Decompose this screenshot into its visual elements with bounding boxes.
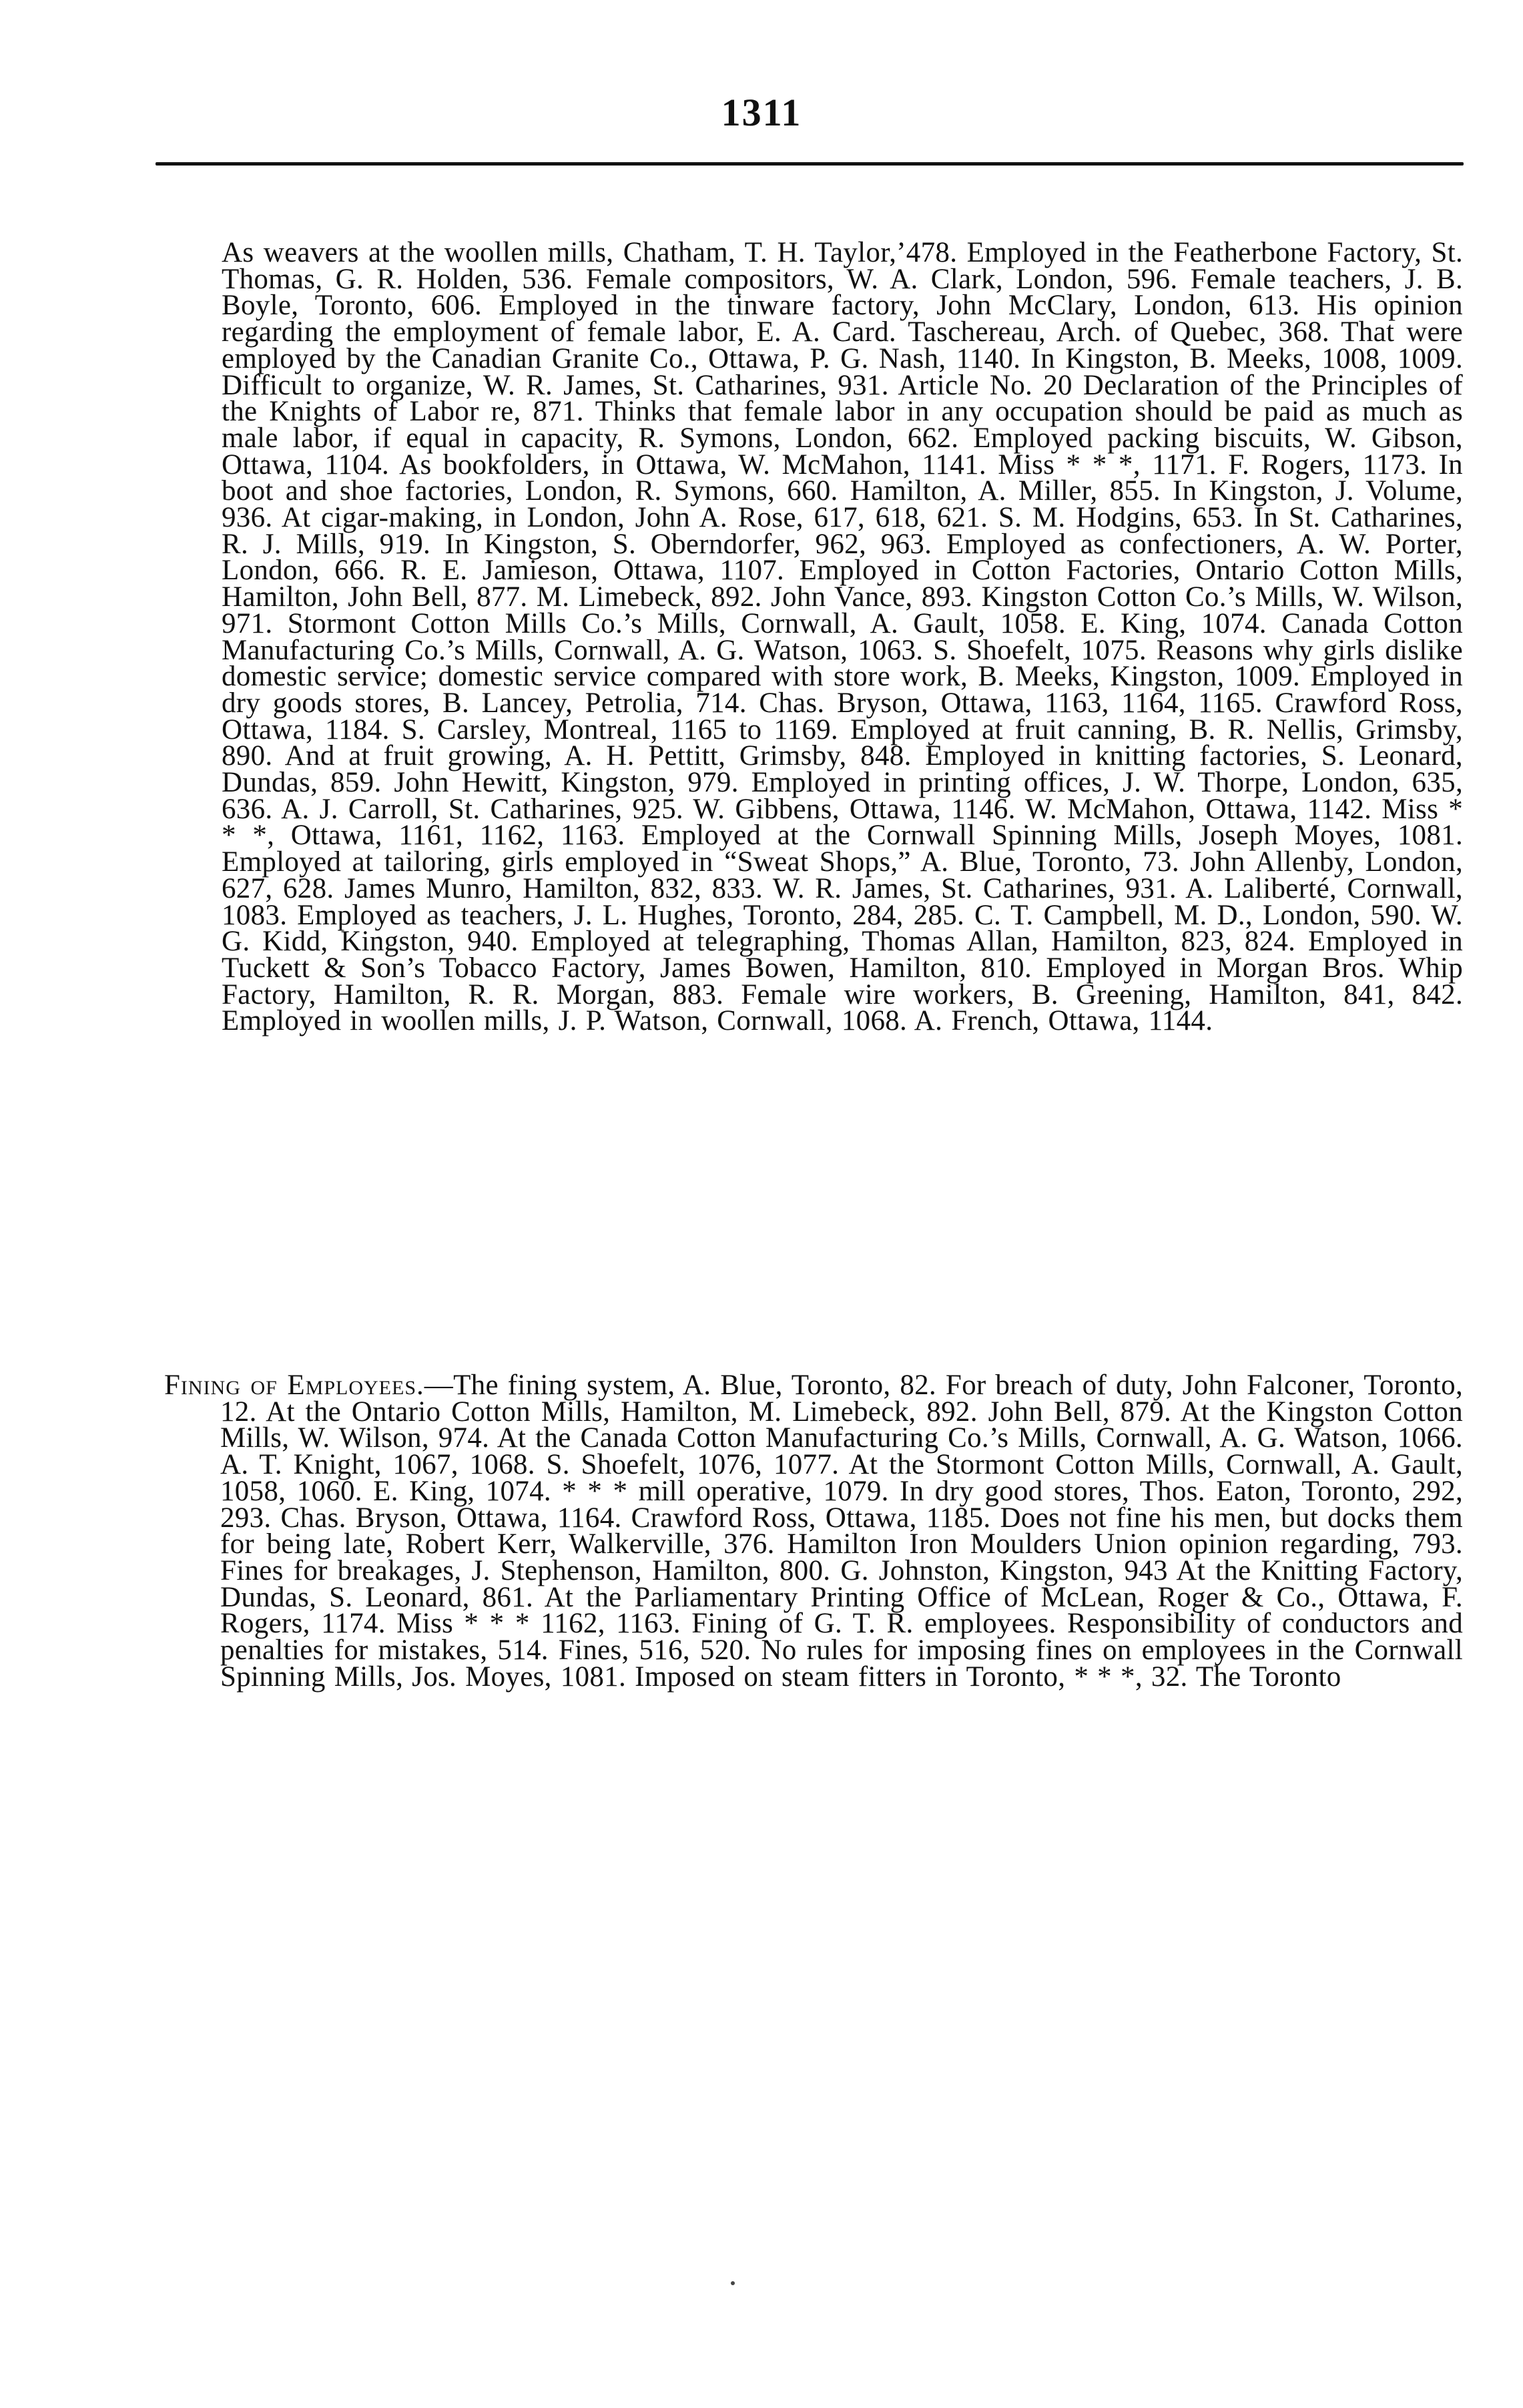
entry-text: As weavers at the woollen mills, Chatham, T. H. Taylor,’478. Employed in the Featherbone Factory, St. Thomas, G. R. Holden, 536. Female compositors, W. A. Clark, London, 596. Female teachers, J. B. Boyle, Toronto, 606. Employed in the tinware factory, John McClary, London, 613. His opinion regarding the employment of female labor, E. A. Card. Taschereau, Arch. of Quebec, 368. That were employed by the Canadian Granite Co., Ottawa, P. G. Nash, 1140. In Kingston, B. Meeks, 1008, 1009. Difficult to organize, W. R. James, St. Catharines, 931. Article No. 20 Declaration of the Principles of the Knights of Labor re, 871. Thinks that female labor in any occupation should be paid as much as male labor, if equal in capacity, R. Symons, London, 662. Employed packing biscuits, W. Gibson, Ottawa, 1104. As bookfolders, in Ottawa, W. McMahon, 1141. Miss * * *, 1171. F. Rogers, 1173. In boot and shoe factories, London, R. Symons, 660. Hamilton, A. Miller, 855. In Kingston, J. Volume, 936. At cigar-making, in London, John A. Rose, 617, 618, 621. S. M. Hodgins, 653. In St. Catharines, R. J. Mills, 919. In Kingston, S. Oberndorfer, 962, 963. Employed as confectioners, A. W. Porter, London, 666. R. E. Jamieson, Ottawa, 1107. Employed in Cotton Factories, Ontario Cotton Mills, Hamilton, John Bell, 877. M. Limebeck, 892. John Vance, 893. Kingston Cotton Co.’s Mills, W. Wilson, 971. Stormont Cotton Mills Co.’s Mills, Cornwall, A. Gault, 1058. E. King, 1074. Canada Cotton Manufacturing Co.’s Mills, Cornwall, A. G. Watson, 1063. S. Shoefelt, 1075. Reasons why girls dislike domestic service; domestic service compared with store work, B. Meeks, Kingston, 1009. Employed in dry goods stores, B. Lancey, Petrolia, 714. Chas. Bryson, Ottawa, 1163, 1164, 1165. Crawford Ross, Ottawa, 1184. S. Carsley, Montreal, 1165 to 1169. Employed at fruit canning, B. R. Nellis, Grimsby, 890. And at fruit growing, A. H. Pettitt, Grimsby, 848. Employed in knitting factories, S. Leonard, Dundas, 859. John Hewitt, Kingston, 979. Employed in printing offices, J. W. Thorpe, London, 635, 636. A. J. Carroll, St. Catharines, 925. W. Gibbens, Ottawa, 1146. W. McMahon, Ottawa, 1142. Miss * * *, Ottawa, 1161, 1162, 1163. Employed at the Cornwall Spinning Mills, Joseph Moyes, 1081. Employed at tailoring, girls employed in “Sweat Shops,” A. Blue, Toronto, 73. John Allenby, London, 627, 628. James Munro, Hamilton, 832, 833. W. R. James, St. Catharines, 931. A. Laliberté, Cornwall, 1083. Employed as teachers, J. L. Hughes, Toronto, 284, 285. C. T. Campbell, M. D., London, 590. W. G. Kidd, Kingston, 940. Employed at telegraphing, Thomas Allan, Hamilton, 823, 824. Employed in Tuckett & Son’s Tobacco Factory, James Bowen, Hamilton, 810. Employed in Morgan Bros. Whip Factory, Hamilton, R. R. Morgan, 883. Female wire workers, B. Greening, Hamilton, 841, 842. Employed in woollen mills, J. P. Watson, Cornwall, 1068. A. French, Ottawa, 1144. [222,237,1463,1037]
entry-text: —The fining system, A. Blue, Toronto, 82. For breach of duty, John Falconer, Toronto, 12. At the Ontario Cotton Mills, Hamilton, M. Limebeck, 892. John Bell, 879. At the Kingston Cotton Mills, W. Wilson, 974. At the Canada Cotton Manufacturing Co.’s Mills, Cornwall, A. G. Watson, 1066. A. T. Knight, 1067, 1068. S. Shoefelt, 1076, 1077. At the Stormont Cotton Mills, Cornwall, A. Gault, 1058, 1060. E. King, 1074. * * * mill operative, 1079. In dry good stores, Thos. Eaton, Toronto, 292, 293. Chas. Bryson, Ottawa, 1164. Crawford Ross, Ottawa, 1185. Does not fine his men, but docks them for being late, Robert Kerr, Walkerville, 376. Hamilton Iron Moulders Union opinion regarding, 793. Fines for breakages, J. Stephenson, Hamilton, 800. G. Johnston, Kingston, 943 At the Knitting Factory, Dundas, S. Leonard, 861. At the Parliamentary Printing Office of McLean, Roger & Co., Ottawa, F. Rogers, 1174. Miss * * * 1162, 1163. Fining of G. T. R. employees. Responsibility of conductors and penalties for mistakes, 514. Fines, 516, 520. No rules for imposing fines on employees in the Cornwall Spinning Mills, Jos. Moyes, 1081. Imposed on steam fitters in Toronto, * * *, 32. The Toronto [220,1370,1463,1693]
entry-heading: Fining of Employees. [164,1370,424,1401]
entry-female-employment [222,237,1463,1037]
header-rule [156,162,1464,166]
ink-speck [731,2281,735,2285]
entry-fining-of-employees [164,1370,1463,1693]
page-number: 1311 [721,91,802,134]
